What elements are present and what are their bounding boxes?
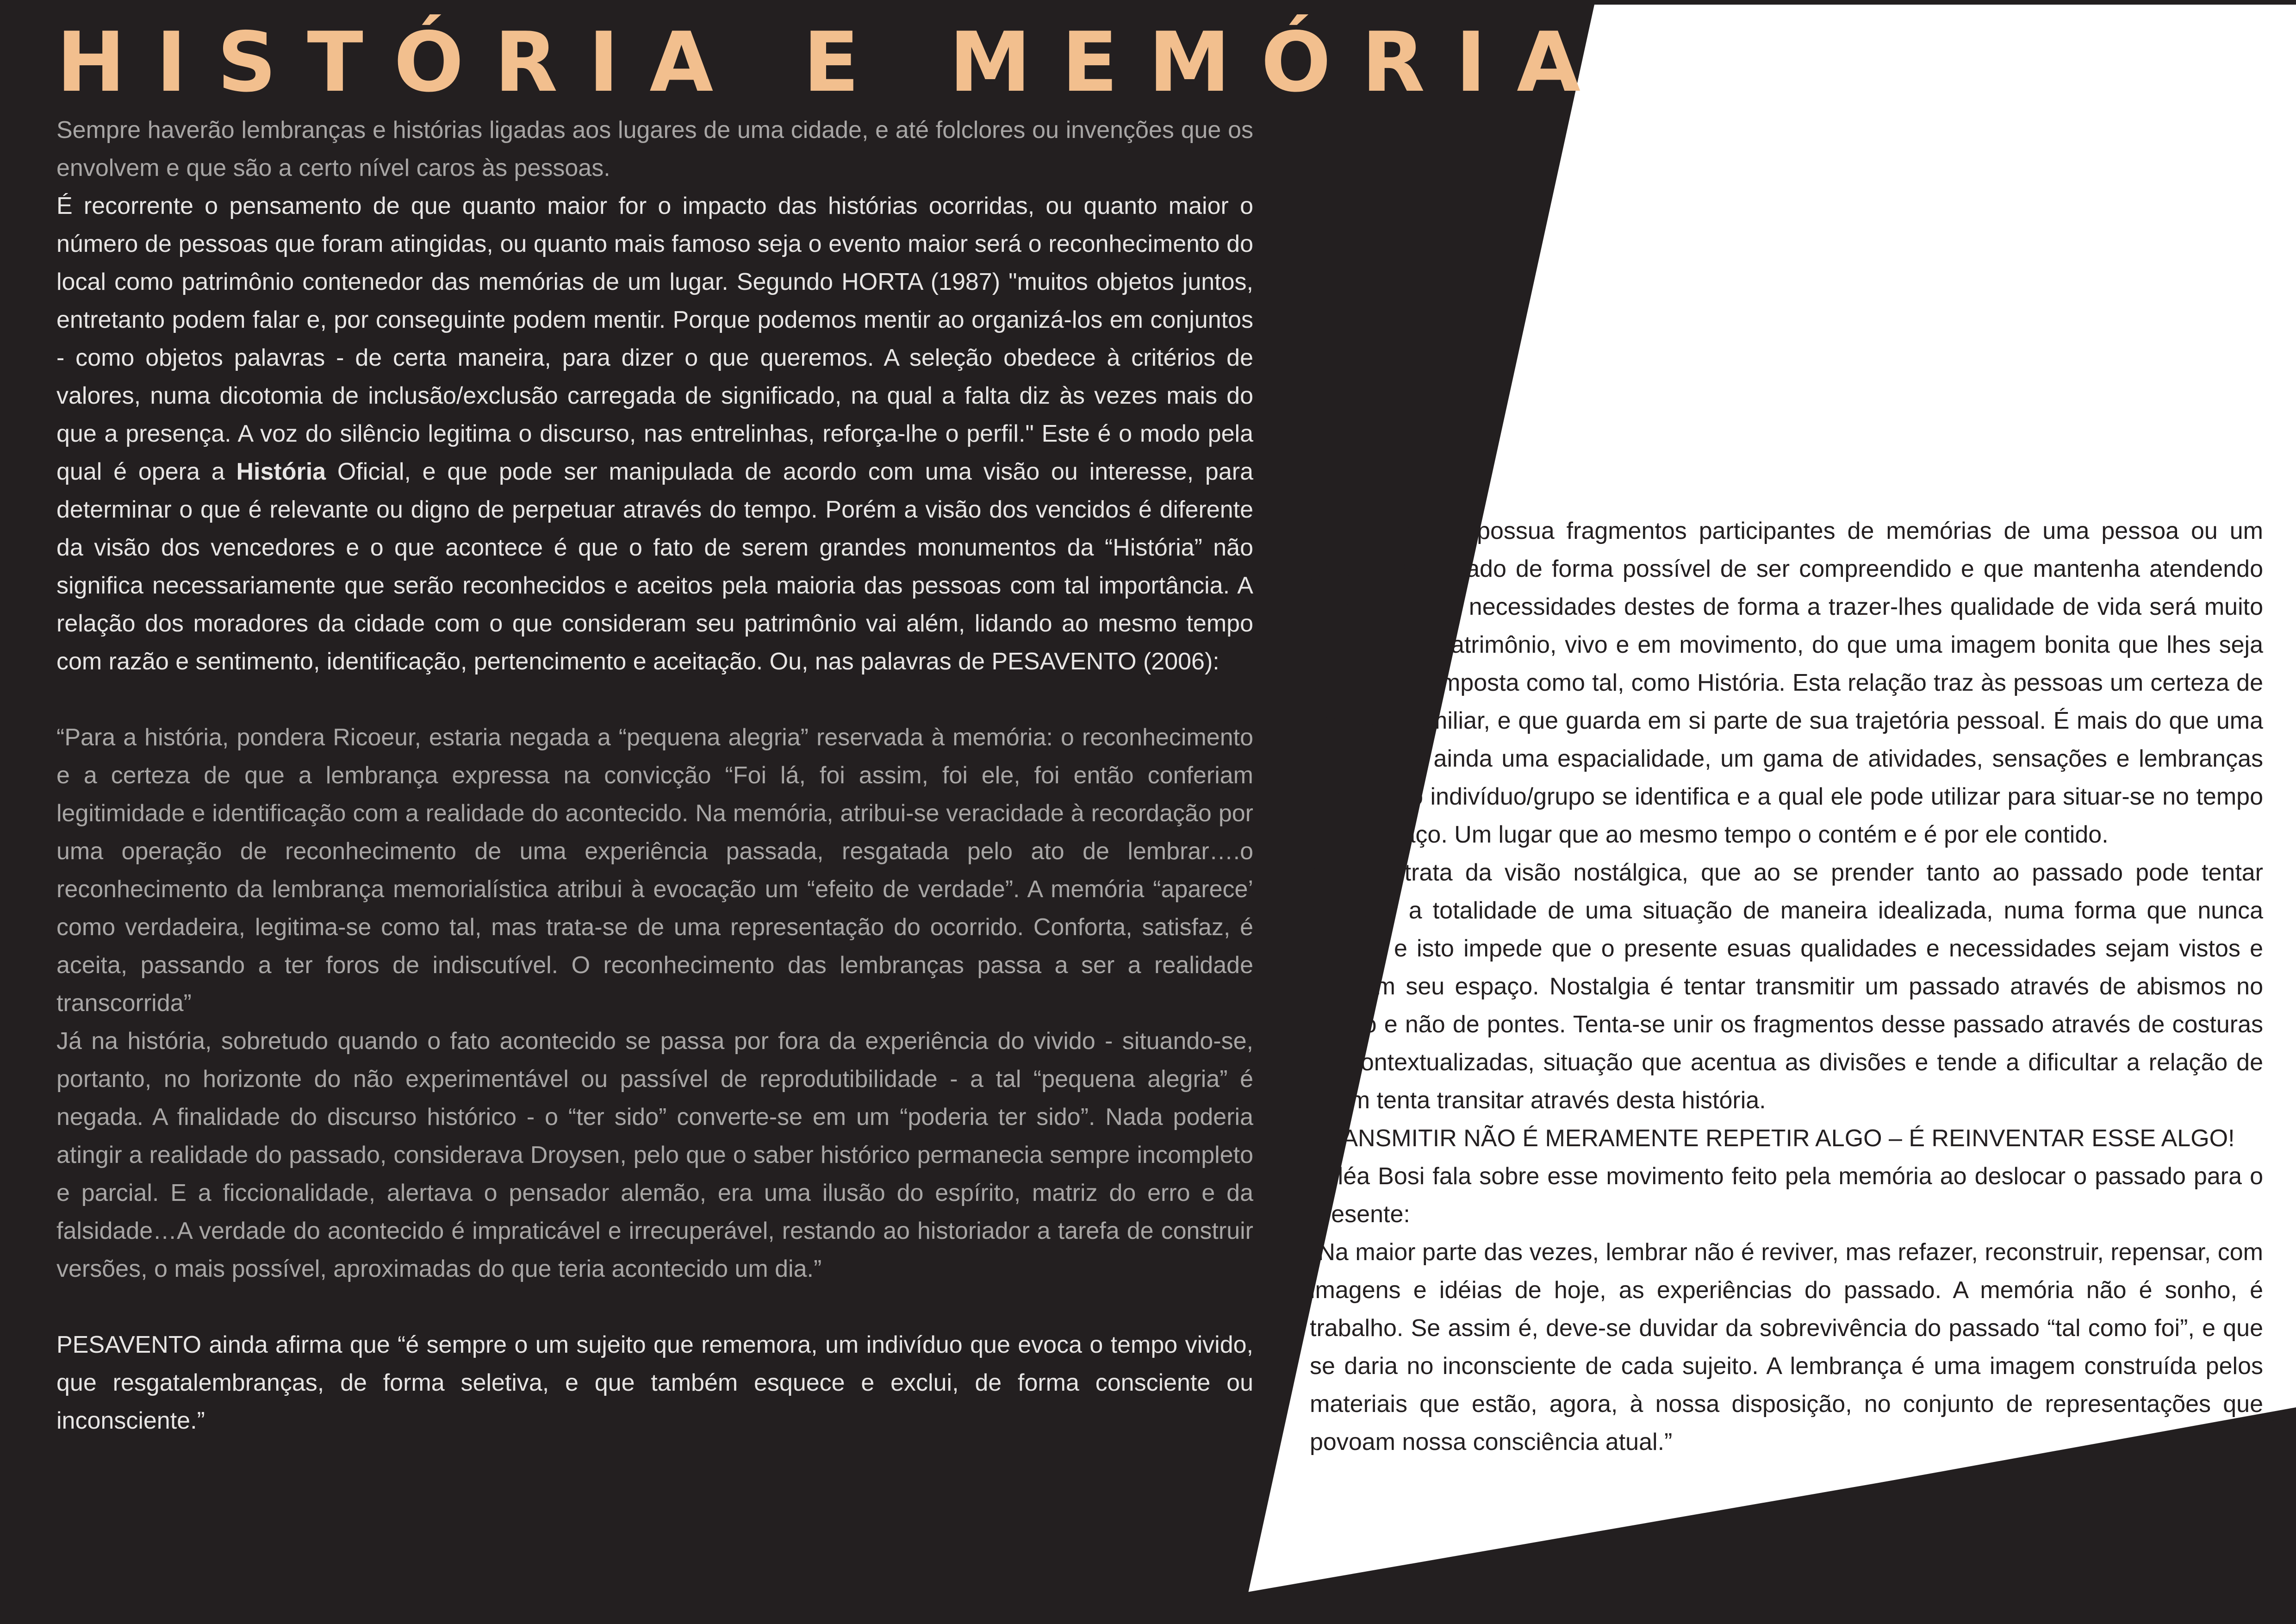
paragraph-spacer [56, 681, 1253, 718]
nostalgia-paragraph: Não se trata da visão nostálgica, que ao se prender tanto ao passado pode tentar resgatar a totalidade de uma situação de maneira idealizada, numa forma que nunca existiu, e isto impede que o presente esuas qualidades e necessidades sejam vistos e ocupem seu espaço. Nostalgia é tentar transmitir um passado através de abismos no tempo e não de pontes. Tenta-se unir os fragmentos desse passado através de costuras descontextualizadas, situação que acentua as divisões e tende a dificultar a relação de quem tenta transitar através desta história. [1310, 859, 2263, 1114]
left-text-column [56, 111, 1253, 1440]
paragraph-spacer [56, 1288, 1253, 1326]
horta-text-start: É recorrente o pensamento de que quanto maior for o impacto das histórias ocorridas, ou quanto maior o número de pessoas que foram atingidas, ou quanto mais famoso seja o evento maior será o reconhecimento do local como patrimônio contenedor das memórias de um lugar. Segundo HORTA (1987) "muitos objetos juntos, entretanto podem falar e, por conseguinte podem mentir. Porque podemos mentir ao organizá-los em conjuntos - como objetos palavras - de certa maneira, para dizer o que queremos. A seleção obedece à critérios de valores, numa dicotomia de inclusão/exclusão carregada de significado, na qual a falta diz às vezes mais do que a presença. A voz do silêncio legitima o discurso, nas entrelinhas, reforça-lhe o perfil." Este é o modo pela qual é opera a [56, 193, 1253, 485]
intro-paragraph: Sempre haverão lembranças e histórias ligadas aos lugares de uma cidade, e até folclores ou invenções que os envolvem e que são a certo nível caros às pessoas. [56, 117, 1253, 181]
page-title: HISTÓRIA E MEMÓRIA [56, 14, 1611, 110]
bosi-intro: Ecléa Bosi fala sobre esse movimento feito pela memória ao deslocar o passado para o presente: [1310, 1163, 2263, 1228]
ricoeur-quote: “Para a história, pondera Ricoeur, estaria negada a “pequena alegria” reservada à memória: o reconhecimento e a certeza de que a lembrança expressa na convicção “Foi lá, foi assim, foi ele, foi então conferiam legitimidade e identificação com a realidade do acontecido. Na memória, atribui-se veracidade à recordação por uma operação de reconhecimento de uma experiência passada, resgatada pelo ato de lembrar….o reconhecimento da lembrança memorialística atribui à evocação um “efeito de verdade”. A memória “aparece’ como verdadeira, legitima-se como tal, mas trata-se de uma representação do ocorrido. Conforta, satisfaz, é aceita, passando a ter foros de indiscutível. O reconhecimento das lembranças passa a ser a realidade transcorrida” [56, 724, 1253, 1017]
lugar-paragraph: Um lugar que possua fragmentos participantes de memórias de uma pessoa ou um grupo, organizado de forma possível de ser compreendido e que mantenha atendendo aos desejos e necessidades destes de forma a trazer-lhes qualidade de vida será muito mais o seu patrimônio, vivo e em movimento, do que uma imagem bonita que lhes seja vendido ou imposta como tal, como História. Esta relação traz às pessoas um certeza de um local familiar, e que guarda em si parte de sua trajetória pessoal. É mais do que uma imagem, é ainda uma espacialidade, um gama de atividades, sensações e lembranças com que o indivíduo/grupo se identifica e a qual ele pode utilizar para situar-se no tempo e no espaço. Um lugar que ao mesmo tempo o contém e é por ele contido. [1310, 518, 2263, 848]
pesavento-paragraph: PESAVENTO ainda afirma que “é sempre o um sujeito que rememora, um indivíduo que evoca o tempo vivido, que resgatalembranças, de forma seletiva, e que também esquece e exclui, de forma consciente ou inconsciente.” [56, 1331, 1253, 1434]
historia-bold-word: História [236, 458, 326, 485]
transmitir-heading: TRANSMITIR NÃO É MERAMENTE REPETIR ALGO – É REINVENTAR ESSE ALGO! [1310, 1125, 2235, 1152]
horta-paragraph [56, 187, 1253, 681]
right-text-column [1310, 512, 2263, 1461]
horta-text-end: Oficial, e que pode ser manipulada de acordo com uma visão ou interesse, para determinar o que é relevante ou digno de perpetuar através do tempo. Porém a visão dos vencidos é diferente da visão dos vencedores e o que acontece é que o fato de serem grandes monumentos da “História” não significa necessariamente que serão reconhecidos e aceitos pela maioria das pessoas com tal importância. A relação dos moradores da cidade com o que consideram seu patrimônio vai além, lidando ao mesmo tempo com razão e sentimento, identificação, pertencimento e aceitação. Ou, nas palavras de PESAVENTO (2006): [56, 458, 1253, 675]
droysen-quote: Já na história, sobretudo quando o fato acontecido se passa por fora da experiência do vivido - situando-se, portanto, no horizonte do não experimentável ou passível de reprodutibilidade - a tal “pequena alegria” é negada. A finalidade do discurso histórico - o “ter sido” converte-se em um “poderia ter sido”. Nada poderia atingir a realidade do passado, considerava Droysen, pelo que o saber histórico permanecia sempre incompleto e parcial. E a ficcionalidade, alertava o pensador alemão, era uma ilusão do espírito, matriz do erro e da falsidade…A verdade do acontecido é impraticável e irrecuperável, restando ao historiador a tarefa de construir versões, o mais possível, aproximadas do que teria acontecido um dia.” [56, 1028, 1253, 1282]
bosi-quote: “Na maior parte das vezes, lembrar não é reviver, mas refazer, reconstruir, repensar, com imagens e idéias de hoje, as experiências do passado. A memória não é sonho, é trabalho. Se assim é, deve-se duvidar da sobrevivência do passado “tal como foi”, e que se daria no inconsciente de cada sujeito. A lembrança é uma imagem construída pelos materiais que estão, agora, à nossa disposição, no conjunto de representações que povoam nossa consciência atual.” [1310, 1239, 2263, 1455]
